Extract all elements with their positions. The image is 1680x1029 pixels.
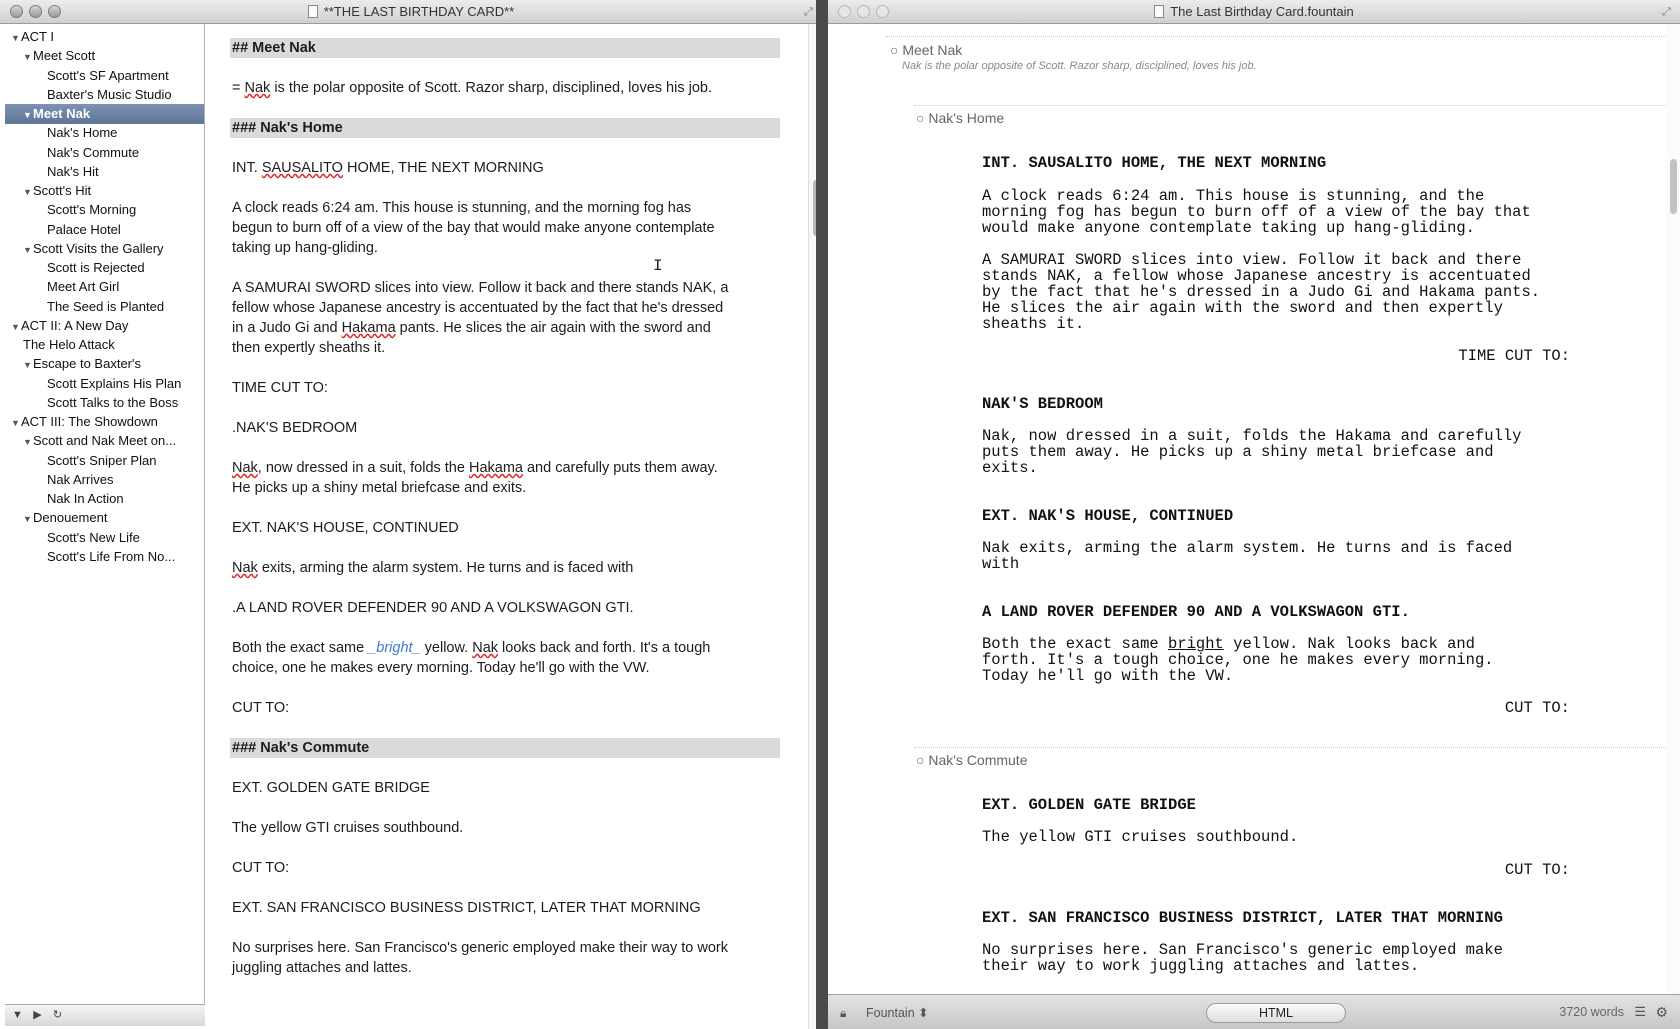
outline-item[interactable] <box>5 354 204 374</box>
editor-scene-heading: EXT. GOLDEN GATE BRIDGE <box>232 780 430 796</box>
preview-scene-heading: EXT. SAN FRANCISCO BUSINESS DISTRICT, LATER THAT MORNING <box>982 909 1503 927</box>
preview-action-line: Both the exact same bright yellow. Nak looks back and <box>982 635 1475 653</box>
editor-action-line: Nak exits, arming the alarm system. He turns and is faced with <box>232 560 634 576</box>
disclosure-triangle-icon[interactable]: ▼ <box>11 321 20 332</box>
editor-transition: CUT TO: <box>232 860 290 876</box>
preview-scene-heading: A LAND ROVER DEFENDER 90 AND A VOLKSWAGON GTI. <box>982 603 1410 621</box>
outline-item-label: Nak In Action <box>47 491 124 506</box>
outline-item[interactable] <box>5 431 204 451</box>
disclosure-triangle-icon[interactable]: ▼ <box>23 437 32 448</box>
preview-action-line: No surprises here. San Francisco's generic employed make <box>982 941 1503 959</box>
outline-item[interactable] <box>5 85 204 105</box>
outline-item-label: Scott's Hit <box>33 183 92 198</box>
preview-scrollbar[interactable] <box>1666 24 1680 994</box>
preview-action-line: The yellow GTI cruises southbound. <box>982 828 1299 846</box>
outline-item-label: Nak Arrives <box>47 471 114 487</box>
preview-transition: TIME CUT TO: <box>1458 347 1570 365</box>
outline-item-label: Scott's Sniper Plan <box>47 452 157 468</box>
editor-action-line: taking up hang-gliding. <box>232 240 378 256</box>
outline-item[interactable] <box>5 200 204 220</box>
outline-item[interactable] <box>5 143 204 163</box>
outline-item-label: Scott's SF Apartment <box>47 67 169 83</box>
outline-item[interactable] <box>5 258 204 278</box>
preview-action-line: their way to work juggling attaches and lattes. <box>982 957 1420 975</box>
outline-item[interactable] <box>5 181 204 201</box>
preview-action-line: by the fact that he's dressed in a Judo Gi and Hakama pants. <box>982 283 1541 301</box>
outline-item[interactable] <box>5 220 204 240</box>
editor-synopsis: = Nak is the polar opposite of Scott. Razor sharp, disciplined, loves his job. <box>232 80 712 96</box>
outline-item[interactable] <box>5 374 204 394</box>
fountain-editor[interactable] <box>206 24 806 1029</box>
outline-item-label: Baxter's Music Studio <box>47 86 172 102</box>
editor-scene-heading: INT. SAUSALITO HOME, THE NEXT MORNING <box>232 160 544 176</box>
outline-item[interactable] <box>5 123 204 143</box>
screenplay-preview <box>828 24 1680 994</box>
outline-item-label: Escape to Baxter's <box>33 356 141 372</box>
editor-action-line: juggling attaches and lattes. <box>232 960 412 976</box>
editor-scene-heading: .A LAND ROVER DEFENDER 90 AND A VOLKSWAGON GTI. <box>232 600 634 616</box>
editor-window <box>0 0 822 1029</box>
outline-item[interactable] <box>5 46 204 66</box>
preview-action-line: Nak exits, arming the alarm system. He turns and is faced <box>982 539 1513 557</box>
preview-scene-heading: INT. SAUSALITO HOME, THE NEXT MORNING <box>982 154 1327 172</box>
preview-scene-heading: EXT. NAK'S HOUSE, CONTINUED <box>982 507 1234 525</box>
preview-action-line: Nak, now dressed in a suit, folds the Hakama and carefully <box>982 427 1522 445</box>
outline-item-label: Scott and Nak Meet on... <box>33 433 177 449</box>
editor-action-line: Nak, now dressed in a suit, folds the Hakama and carefully puts them away. <box>232 460 718 476</box>
editor-titlebar[interactable] <box>0 0 822 24</box>
editor-action-line: A clock reads 6:24 am. This house is stunning, and the morning fog has <box>232 200 692 216</box>
preview-scene-heading: EXT. GOLDEN GATE BRIDGE <box>982 796 1196 814</box>
outline-item[interactable] <box>5 277 204 297</box>
editor-action-line: Both the exact same _bright_ yellow. Nak looks back and forth. It's a tough <box>232 640 711 656</box>
preview-window <box>828 0 1680 1029</box>
outline-item-label: Meet Art Girl <box>47 279 120 295</box>
outline-item[interactable] <box>5 66 204 86</box>
document-icon <box>1154 5 1164 18</box>
preview-action-line: forth. It's a tough choice, one he makes every morning. <box>982 651 1494 669</box>
outline-item-label: Nak's Hit <box>47 163 99 179</box>
editor-scene-heading: EXT. NAK'S HOUSE, CONTINUED <box>232 520 459 536</box>
outline-item[interactable] <box>5 412 204 432</box>
outline-item-label: Scott's Life From No... <box>47 548 176 564</box>
preview-action-line: A SAMURAI SWORD slices into view. Follow it back and there <box>982 251 1522 269</box>
editor-action-line: then expertly sheaths it. <box>232 340 386 356</box>
html-export-button[interactable]: HTML <box>1206 1003 1346 1023</box>
preview-section-naks-commute: ○ Nak's Commute <box>916 752 1028 768</box>
outline-item[interactable] <box>5 528 204 548</box>
preview-section-meet-nak: ○ Meet Nak <box>890 42 963 58</box>
outline-item[interactable] <box>5 508 204 528</box>
disclosure-triangle-icon[interactable]: ▼ <box>11 33 20 43</box>
section-divider <box>914 105 1668 106</box>
preview-action-line: sheaths it. <box>982 315 1085 333</box>
outline-item[interactable] <box>5 470 204 490</box>
disclosure-triangle-icon[interactable]: ▼ <box>23 360 32 371</box>
editor-heading-meet-nak: ## Meet Nak <box>230 38 780 58</box>
preview-scene-heading: NAK'S BEDROOM <box>982 395 1103 413</box>
outline-item[interactable] <box>5 316 204 336</box>
preview-action-line: stands NAK, a fellow whose Japanese ancestry is accentuated <box>982 267 1531 285</box>
outline-item-label: ACT III: The Showdown <box>21 414 158 429</box>
outline-item[interactable] <box>5 297 204 317</box>
outline-item-label: Denouement <box>33 510 108 526</box>
outline-item[interactable] <box>5 489 204 509</box>
outline-item-label: Nak's Home <box>47 125 118 141</box>
lock-icon[interactable]: 🔒︎ <box>840 1006 847 1020</box>
editor-action-line: in a Judo Gi and Hakama pants. He slices the air again with the sword and <box>232 320 711 336</box>
outline-item[interactable] <box>5 393 204 413</box>
editor-action-line: fellow whose Japanese ancestry is accentuated by the fact that he's dressed <box>232 300 724 316</box>
outline-item[interactable] <box>5 104 204 124</box>
expand-all-icon[interactable]: ▶ <box>33 1009 42 1021</box>
fullscreen-icon[interactable]: ⤢ <box>1662 6 1671 18</box>
preview-transition: CUT TO: <box>1504 861 1570 879</box>
editor-action-line: No surprises here. San Francisco's generic employed make their way to work <box>232 940 728 956</box>
outline-item-label: Meet Nak <box>33 106 91 121</box>
editor-heading-naks-commute: ### Nak's Commute <box>230 738 780 758</box>
word-count: 3720 words <box>1559 1005 1624 1019</box>
collapse-all-icon[interactable]: ▼ <box>12 1009 23 1021</box>
outline-item[interactable] <box>5 162 204 182</box>
outline-item[interactable] <box>5 27 204 47</box>
preview-action-line: with <box>982 555 1020 573</box>
preview-scroll-thumb[interactable] <box>1670 159 1677 214</box>
editor-action-line: choice, one he makes every morning. Today he'll go with the VW. <box>232 660 650 676</box>
editor-transition: CUT TO: <box>232 700 290 716</box>
preview-action-line: He slices the air again with the sword and then expertly <box>982 299 1503 317</box>
list-icon[interactable]: ☰ <box>1634 1004 1646 1019</box>
gear-icon[interactable]: ⚙ <box>1655 1004 1668 1020</box>
editor-scene-heading: EXT. SAN FRANCISCO BUSINESS DISTRICT, LATER THAT MORNING <box>232 900 701 916</box>
preview-action-line: morning fog has begun to burn off of a view of the bay that <box>982 203 1531 221</box>
outline-item[interactable] <box>5 451 204 471</box>
preview-transition: CUT TO: <box>1504 699 1570 717</box>
section-divider <box>886 36 1668 37</box>
outline-item-label: Scott Explains His Plan <box>47 375 182 391</box>
outline-item-label: Meet Scott <box>33 48 96 64</box>
refresh-icon[interactable]: ↻ <box>52 1009 63 1021</box>
preview-action-line: A clock reads 6:24 am. This house is stunning, and the <box>982 187 1485 205</box>
outline-item-label: The Seed is Planted <box>47 298 165 314</box>
disclosure-triangle-icon[interactable]: ▼ <box>23 52 32 63</box>
outline-footer <box>5 1004 205 1026</box>
editor-heading-naks-home: ### Nak's Home <box>230 118 780 138</box>
outline-item-label: Scott's New Life <box>47 529 140 545</box>
outline-item[interactable] <box>5 547 204 567</box>
outline-item[interactable] <box>5 335 204 355</box>
outline-item-label: Nak's Commute <box>47 144 140 160</box>
section-divider <box>914 747 1668 748</box>
outline-item-label: ACT I <box>21 29 54 44</box>
outline-item-label: The Helo Attack <box>23 337 115 352</box>
preview-action-line: Today he'll go with the VW. <box>982 667 1234 685</box>
editor-action-line: A SAMURAI SWORD slices into view. Follow it back and there stands NAK, a <box>232 280 729 296</box>
fullscreen-icon[interactable]: ⤢ <box>804 6 813 18</box>
disclosure-triangle-icon[interactable]: ▼ <box>23 187 32 197</box>
outline-item-label: Scott Talks to the Boss <box>47 394 179 410</box>
preview-synopsis: Nak is the polar opposite of Scott. Razor sharp, disciplined, loves his job. <box>902 60 1257 72</box>
disclosure-triangle-icon[interactable]: ▼ <box>11 418 20 428</box>
editor-transition: TIME CUT TO: <box>232 380 328 396</box>
window-gap <box>816 0 822 1029</box>
text-cursor-icon: I <box>653 257 663 275</box>
outline-item[interactable] <box>5 239 204 259</box>
editor-action-line: The yellow GTI cruises southbound. <box>232 820 464 836</box>
preview-action-line: would make anyone contemplate taking up hang-gliding. <box>982 219 1475 237</box>
editor-window-title: **THE LAST BIRTHDAY CARD** <box>323 4 515 19</box>
editor-action-line: begun to burn off of a view of the bay that would make anyone contemplate <box>232 220 715 236</box>
preview-section-naks-home: ○ Nak's Home <box>916 110 1005 126</box>
outline-item-label: Scott's Morning <box>47 202 137 218</box>
editor-scene-heading: .NAK'S BEDROOM <box>232 420 358 436</box>
preview-titlebar[interactable] <box>828 0 1680 24</box>
status-bar <box>828 994 1680 1029</box>
syntax-selector[interactable]: Fountain ⬍ <box>866 1006 929 1020</box>
editor-action-line: He picks up a shiny metal briefcase and exits. <box>232 480 527 496</box>
outline-item-label: Scott Visits the Gallery <box>33 240 164 256</box>
document-icon <box>308 5 318 18</box>
preview-window-title: The Last Birthday Card.fountain <box>1170 4 1354 19</box>
preview-action-line: exits. <box>982 459 1038 477</box>
preview-action-line: puts them away. He picks up a shiny metal briefcase and <box>982 443 1494 461</box>
outline-item-label: Palace Hotel <box>47 221 121 237</box>
disclosure-triangle-icon[interactable]: ▼ <box>23 110 32 120</box>
outline-sidebar <box>5 24 205 1004</box>
outline-item-label: ACT II: A New Day <box>21 317 129 333</box>
disclosure-triangle-icon[interactable]: ▼ <box>23 244 32 255</box>
disclosure-triangle-icon[interactable]: ▼ <box>23 514 32 525</box>
outline-item-label: Scott is Rejected <box>47 260 145 275</box>
